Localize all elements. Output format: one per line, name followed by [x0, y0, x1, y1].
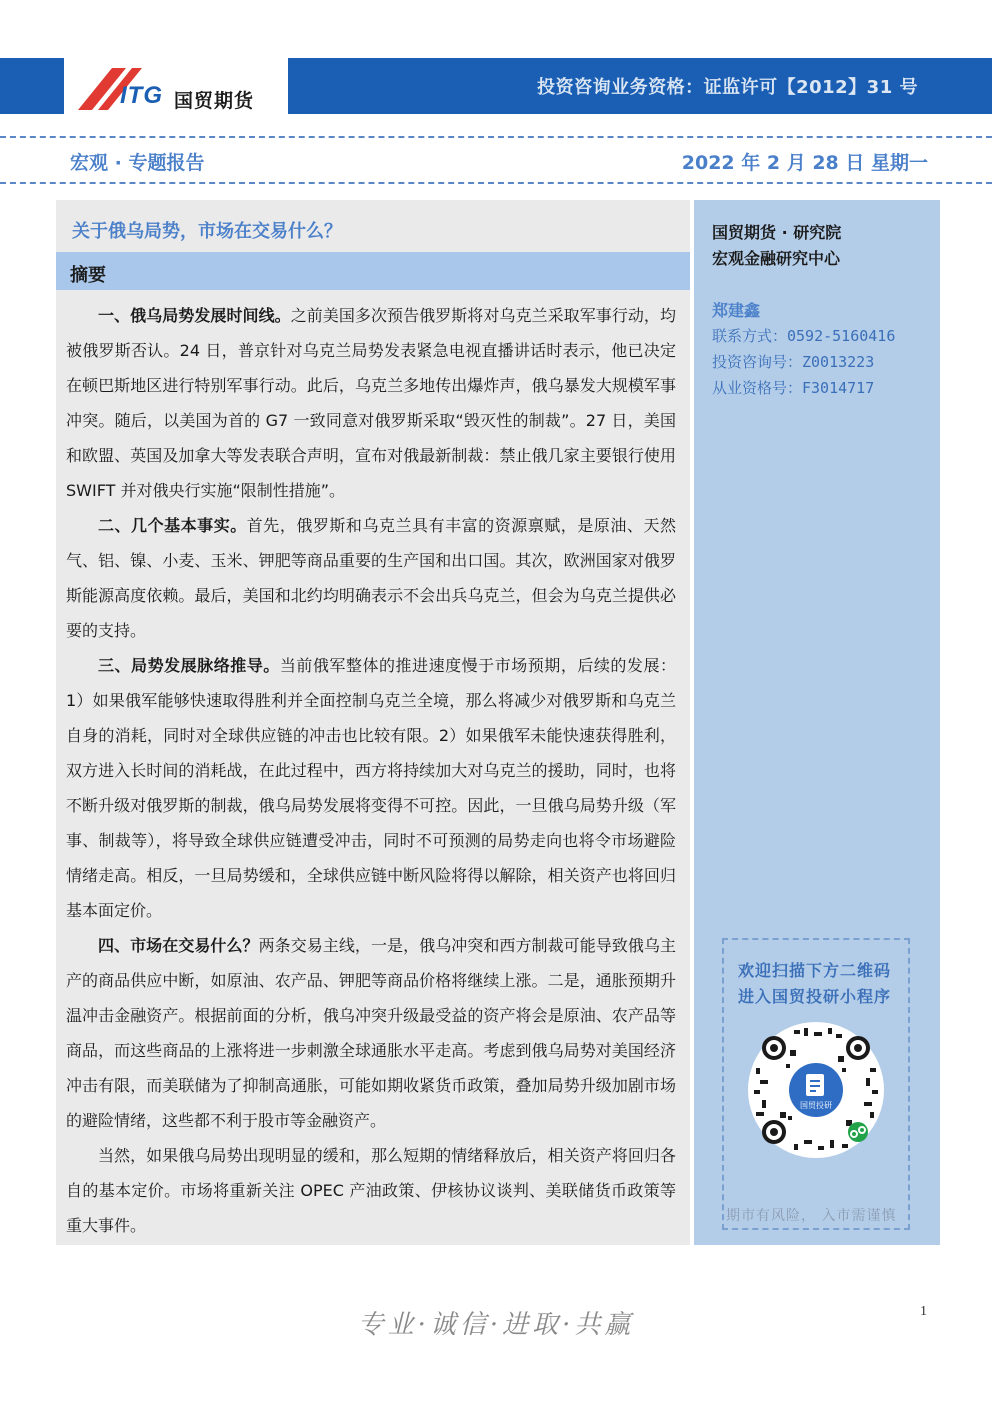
paragraph-5	[66, 1138, 676, 1243]
paragraph-lead: 三、局势发展脉络推导。	[98, 656, 280, 675]
advisory-number: 投资咨询号：Z0013223	[712, 353, 875, 371]
abstract-header-bar	[56, 252, 690, 290]
logo-chinese: 国贸期货	[174, 90, 255, 112]
footer-slogan: 专业·诚信·进取·共赢	[357, 1310, 635, 1340]
paragraph-lead: 二、几个基本事实。	[98, 516, 247, 535]
report-category: 宏观 · 专题报告	[70, 152, 205, 174]
paragraph-4	[66, 928, 676, 1138]
paragraph-3	[66, 648, 676, 928]
abstract-body	[66, 298, 676, 1243]
sidebar-org: 国贸期货 · 研究院	[712, 223, 842, 242]
analyst-contact: 联系方式：0592-5160416	[712, 327, 896, 345]
paragraph-text: 当前俄军整体的推进速度慢于市场预期，后续的发展：1）如果俄军能够快速取得胜利并全面控制乌克兰全境，那么将减少对俄罗斯和乌克兰自身的消耗，同时对全球供应链的冲击也比较有限。2）如果俄军未能快速获得胜利，双方进入长时间的消耗战，在此过程中，西方将持续加大对乌克兰的援助，同时，也将不断升级对俄罗斯的制裁，俄乌局势发展将变得不可控。因此，一旦俄乌局势升级（军事、制裁等），将导致全球供应链遭受冲击，同时不可预测的局势走向也将令市场避险情绪走高。相反，一旦局势缓和，全球供应链中断风险将得以解除，相关资产也将回归基本面定价。	[66, 656, 676, 920]
paragraph-text: 当然，如果俄乌局势出现明显的缓和，那么短期的情绪释放后，相关资产将回归各自的基本定价。市场将重新关注 OPEC 产油政策、伊核协议谈判、美联储货币政策等重大事件。	[66, 1146, 676, 1235]
paragraph-text: 两条交易主线，一是，俄乌冲突和西方制裁可能导致俄乌主产的商品供应中断，如原油、农产品、钾肥等商品价格将继续上涨。二是，通胀预期升温冲击金融资产。根据前面的分析，俄乌冲突升级最受益的资产将会是原油、农产品等商品，而这些商品的上涨将进一步刺激全球通胀水平走高。考虑到俄乌局势对美国经济冲击有限，而美联储为了抑制高通胀，可能如期收紧货币政策，叠加局势升级加剧市场的避险情绪，这些都不利于股市等金融资产。	[66, 936, 676, 1130]
dashed-divider-bottom	[0, 182, 992, 184]
report-date: 2022 年 2 月 28 日 星期一	[681, 152, 928, 174]
paragraph-lead: 一、俄乌局势发展时间线。	[98, 306, 291, 325]
logo-latin: ITG	[120, 82, 163, 109]
paragraph-lead: 四、市场在交易什么？	[98, 936, 259, 955]
analyst-name: 郑建鑫	[712, 301, 761, 320]
risk-warning: 期市有风险， 入市需谨慎	[726, 1208, 897, 1224]
qr-caption-line1: 欢迎扫描下方二维码	[738, 961, 892, 980]
sidebar-dept: 宏观金融研究中心	[712, 249, 841, 268]
paragraph-2	[66, 508, 676, 648]
report-title: 关于俄乌局势，市场在交易什么？	[72, 221, 342, 242]
dashed-divider-top	[0, 136, 992, 138]
qr-caption-line2: 进入国贸投研小程序	[738, 987, 892, 1006]
license-statement: 投资咨询业务资格：证监许可【2012】31 号	[537, 77, 918, 98]
qr-center-label: 国贸投研	[800, 1101, 832, 1110]
abstract-label: 摘要	[70, 265, 106, 286]
paragraph-1	[66, 298, 676, 508]
mini-program-qr-code[interactable]	[746, 1020, 886, 1160]
practice-number: 从业资格号：F3014717	[712, 379, 875, 397]
page-number: 1	[920, 1304, 927, 1319]
paragraph-text: 首先，俄罗斯和乌克兰具有丰富的资源禀赋，是原油、天然气、铝、镍、小麦、玉米、钾肥等商品重要的生产国和出口国。其次，欧洲国家对俄罗斯能源高度依赖。最后，美国和北约均明确表示不会出兵乌克兰，但会为乌克兰提供必要的支持。	[66, 516, 676, 640]
paragraph-text: 之前美国多次预告俄罗斯将对乌克兰采取军事行动，均被俄罗斯否认。24 日，普京针对乌克兰局势发表紧急电视直播讲话时表示，他已决定在顿巴斯地区进行特别军事行动。此后，乌克兰多地传出爆炸声，俄乌暴发大规模军事冲突。随后，以美国为首的 G7 一致同意对俄罗斯采取“毁灭性的制裁”。27 日，美国和欧盟、英国及加拿大等发表联合声明，宣布对俄最新制裁：禁止俄几家主要银行使用 SWIFT 并对俄央行实施“限制性措施”。	[66, 306, 676, 500]
